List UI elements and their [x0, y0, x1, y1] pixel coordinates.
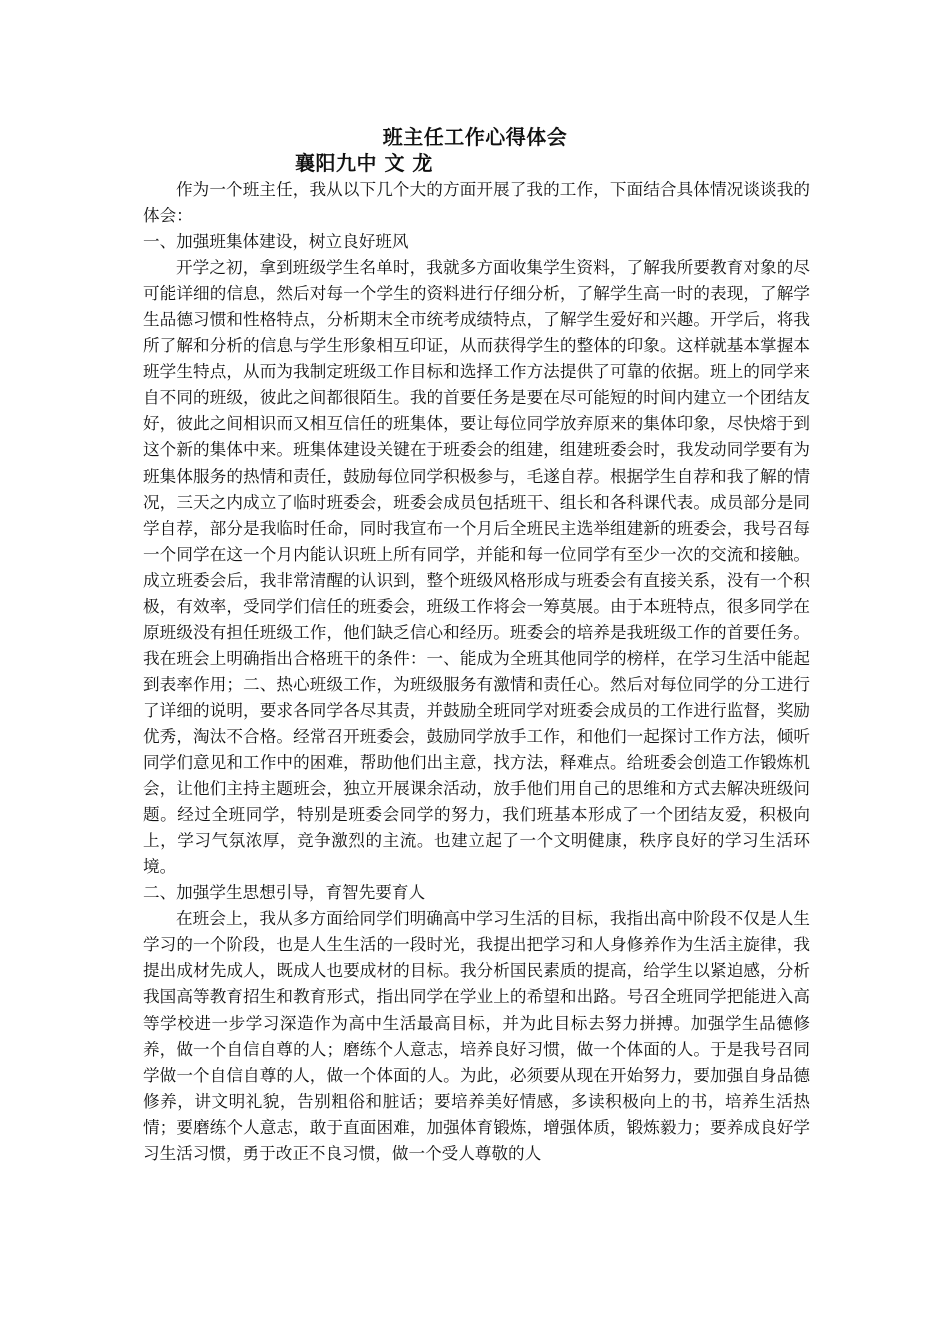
- section-2-heading: 二、加强学生思想引导，育智先要育人: [143, 883, 426, 903]
- section-1-paragraph: 开学之初，拿到班级学生名单时，我就多方面收集学生资料，了解我所要教育对象的尽可能详细的信息，然后对每一个学生的资料进行仔细分析，了解学生高一时的表现，了解学生品德习惯和性格特点，分析期末全市统考成绩特点，了解学生爱好和兴趣。开学后，将我所了解和分析的信息与学生形象相互印证，从而获得学生的整体的印象。这样就基本掌握本班学生特点，从而为我制定班级工作目标和选择工作方法提供了可靠的依据。班上的同学来自不同的班级，彼此之间都很陌生。我的首要任务是要在尽可能短的时间内建立一个团结友好，彼此之间相识而又相互信任的班集体，要让每位同学放弃原来的集体印象，尽快熔于到这个新的集体中来。班集体建设关键在于班委会的组建，组建班委会时，我发动同学要有为班集体服务的热情和责任，鼓励每位同学积极参与，毛遂自荐。根据学生自荐和我了解的情况，三天之内成立了临时班委会，班委会成员包括班干、组长和各科课代表。成员部分是同学自荐，部分是我临时任命，同时我宣布一个月后全班民主选举组建新的班委会，我号召每一个同学在这一个月内能认识班上所有同学，并能和每一位同学有至少一次的交流和接触。成立班委会后，我非常清醒的认识到，整个班级风格形成与班委会有直接关系，没有一个积极，有效率，受同学们信任的班委会，班级工作将会一筹莫展。由于本班特点，很多同学在原班级没有担任班级工作，他们缺乏信心和经历。班委会的培养是我班级工作的首要任务。我在班会上明确指出合格班干的条件：一、能成为全班其他同学的榜样，在学习生活中能起到表率作用；二、热心班级工作，为班级服务有激情和责任心。然后对每位同学的分工进行了详细的说明，要求各同学各尽其责，并鼓励全班同学对班委会成员的工作进行监督，奖励优秀，淘汰不合格。经常召开班委会，鼓励同学放手工作，和他们一起探讨工作方法，倾听同学们意见和工作中的困难，帮助他们出主意，找方法，释难点。给班委会创造工作锻炼机会，让他们主持主题班会，独立开展课余活动，放手他们用自己的思维和方式去解决班级问题。经过全班同学，特别是班委会同学的努力，我们班基本形成了一个团结友爱，积极向上，学习气氛浓厚，竞争激烈的主流。也建立起了一个文明健康，秩序良好的学习生活环境。: [143, 258, 810, 877]
- document-body: [143, 177, 810, 1167]
- section-2-paragraph: 在班会上，我从多方面给同学们明确高中学习生活的目标，我指出高中阶段不仅是人生学习的一个阶段，也是人生生活的一段时光，我提出把学习和人身修养作为生活主旋律，我提出成材先成人，既成人也要成材的目标。我分析国民素质的提高，给学生以紧迫感，分析我国高等教育招生和教育形式，指出同学在学业上的希望和出路。号召全班同学把能进入高等学校进一步学习深造作为高中生活最高目标，并为此目标去努力拼搏。加强学生品德修养，做一个自信自尊的人；磨练个人意志，培养良好习惯，做一个体面的人。于是我号召同学做一个自信自尊的人，做一个体面的人。为此，必须要从现在开始努力，要加强自身品德修养，讲文明礼貌，告别粗俗和脏话；要培养美好情感，多读积极向上的书，培养生活热情；要磨练个人意志，敢于直面困难，加强体育锻炼，增强体质，锻炼毅力；要养成良好学习生活习惯，勇于改正不良习惯，做一个受人尊敬的人: [143, 909, 810, 1163]
- document-title: 班主任工作心得体会: [382, 125, 568, 149]
- intro-paragraph: 作为一个班主任，我从以下几个大的方面开展了我的工作，下面结合具体情况谈谈我的体会：: [143, 180, 810, 226]
- section-1-heading: 一、加强班集体建设，树立良好班风: [143, 232, 409, 252]
- document-author: 襄阳九中 文 龙: [295, 151, 433, 175]
